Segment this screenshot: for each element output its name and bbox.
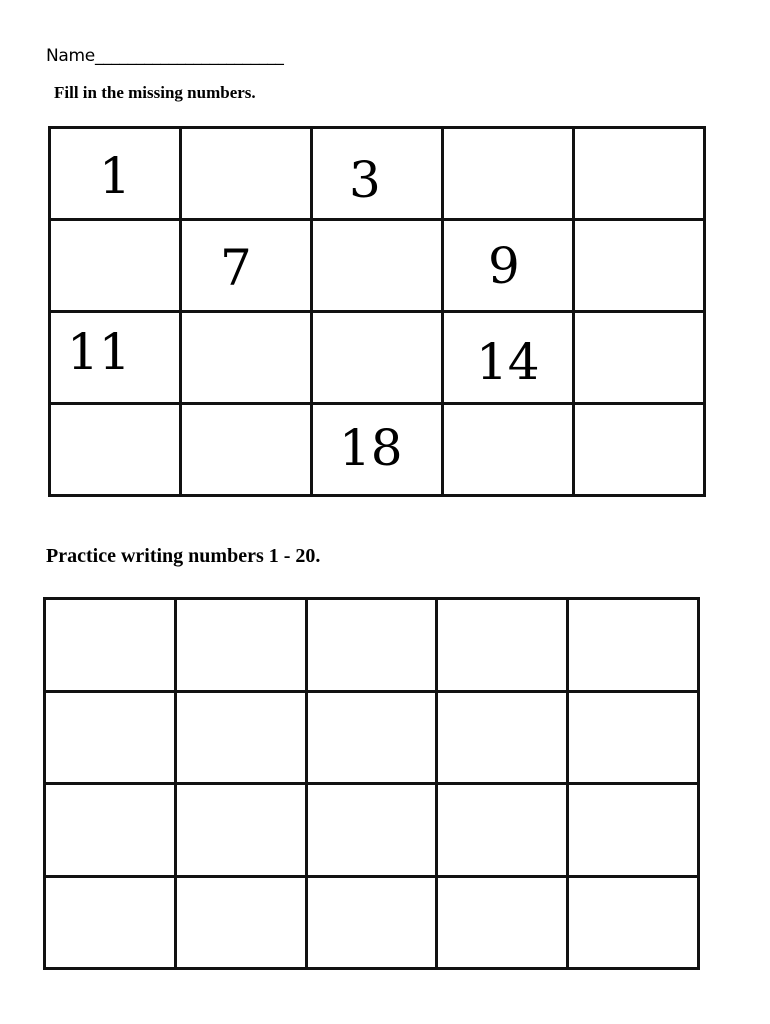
instruction-fill-missing: Fill in the missing numbers.: [54, 83, 256, 102]
grid-cell[interactable]: [46, 693, 177, 786]
grid-cell[interactable]: [444, 405, 575, 497]
grid-cell[interactable]: [313, 313, 444, 405]
grid-cell[interactable]: [444, 313, 575, 405]
grid-cell[interactable]: [177, 785, 308, 878]
grid-cell[interactable]: [51, 313, 182, 405]
grid-cell[interactable]: [575, 313, 706, 405]
grid-cell[interactable]: [438, 878, 569, 971]
cell-number: 11: [67, 323, 131, 381]
grid-cell[interactable]: [438, 600, 569, 693]
grid-cell[interactable]: [177, 878, 308, 971]
cell-number: 14: [476, 333, 540, 391]
cell-number: 1: [99, 147, 131, 205]
grid-cell[interactable]: [51, 221, 182, 313]
grid-cell[interactable]: [575, 221, 706, 313]
grid-cell[interactable]: [308, 785, 439, 878]
practice-writing-grid: [43, 597, 700, 970]
missing-numbers-grid: [48, 126, 706, 497]
grid-cell[interactable]: [444, 221, 575, 313]
grid-cell[interactable]: [575, 405, 706, 497]
grid-cell[interactable]: [182, 221, 313, 313]
grid-cell[interactable]: [177, 600, 308, 693]
grid-cell[interactable]: [182, 129, 313, 221]
grid-cell[interactable]: [308, 600, 439, 693]
grid-cell[interactable]: [182, 405, 313, 497]
grid-cell[interactable]: [569, 600, 700, 693]
instruction-practice-writing: Practice writing numbers 1 - 20.: [46, 545, 321, 567]
name-line: Name_______________________: [46, 46, 284, 66]
grid-cell[interactable]: [46, 785, 177, 878]
grid-cell[interactable]: [308, 693, 439, 786]
grid-cell[interactable]: [569, 785, 700, 878]
grid-cell[interactable]: [569, 878, 700, 971]
grid-cell[interactable]: [575, 129, 706, 221]
grid-cell[interactable]: [438, 693, 569, 786]
grid-cell[interactable]: [438, 785, 569, 878]
grid-cell[interactable]: [313, 405, 444, 497]
grid-cell[interactable]: [182, 313, 313, 405]
grid-cell[interactable]: [313, 129, 444, 221]
grid-cell[interactable]: [308, 878, 439, 971]
cell-number: 7: [220, 239, 252, 297]
grid-cell[interactable]: [51, 405, 182, 497]
grid-cell[interactable]: [569, 693, 700, 786]
grid-cell[interactable]: [46, 878, 177, 971]
cell-number: 18: [339, 419, 403, 477]
grid-cell[interactable]: [177, 693, 308, 786]
grid-cell[interactable]: [313, 221, 444, 313]
grid-cell[interactable]: [46, 600, 177, 693]
grid-cell[interactable]: [51, 129, 182, 221]
grid-cell[interactable]: [444, 129, 575, 221]
cell-number: 3: [349, 151, 381, 209]
cell-number: 9: [488, 237, 520, 295]
